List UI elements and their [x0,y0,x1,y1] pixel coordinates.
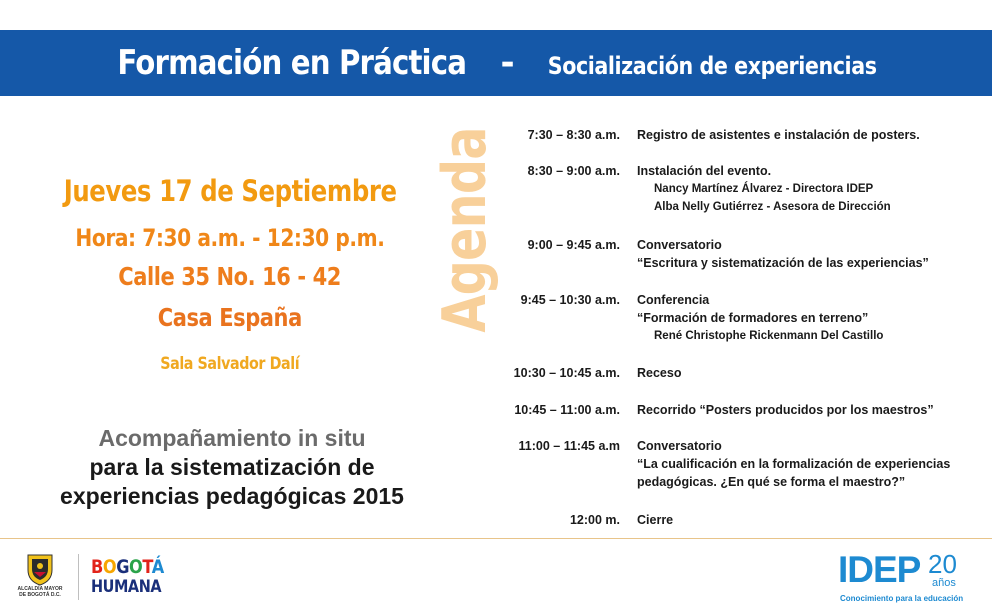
agenda-item-time: 9:45 – 10:30 a.m. [520,293,620,307]
agenda-item-time: 9:00 – 9:45 a.m. [527,238,620,252]
event-room: Sala Salvador Dalí [160,354,300,374]
page-title: Formación en Práctica [117,43,467,83]
program-line-1: Acompañamiento in situ [98,425,366,451]
agenda-item-time: 10:45 – 11:00 a.m. [514,403,620,417]
agenda-item-description [637,511,992,529]
footer-divider [0,538,992,539]
agenda-item-time: 7:30 – 8:30 a.m. [527,128,620,142]
agenda-item-speaker: Alba Nelly Gutiérrez - Asesora de Dirección [654,201,891,213]
agenda-item-line: “Formación de formadores en terreno” [637,311,869,325]
agenda-item-line: pedagógicas. ¿En qué se forma el maestro?” [637,475,906,489]
page-subtitle: Socialización de experiencias [547,52,877,80]
agenda-item-line: Conversatorio [637,238,722,252]
idep-logo [838,549,978,609]
bogota-humana-logo [91,557,177,597]
program-title [14,424,450,511]
agenda-item-description [637,401,992,419]
agenda-item-description [637,126,992,144]
agenda-item-line: Cierre [637,513,674,527]
coat-of-arms-icon [25,552,55,586]
agenda-item-speaker: Nancy Martínez Álvarez - Directora IDEP [654,183,874,195]
agenda-item-line: Conversatorio [637,439,722,453]
alcaldia-logo [16,552,64,602]
footer-logos [16,552,177,602]
agenda-item-description [637,162,992,216]
agenda-item-line: Recorrido “Posters producidos por los maestros” [637,403,934,417]
agenda-item-speaker: René Christophe Rickenmann Del Castillo [654,330,884,342]
agenda-item-line: Instalación del evento. [637,164,772,178]
alcaldia-text-2: DE BOGOTÁ D.C. [19,592,61,598]
agenda-item-line: Receso [637,366,682,380]
program-line-3: experiencias pedagógicas 2015 [60,483,404,509]
agenda-item-description [637,291,992,345]
bogota-logo-line-2: HUMANA [91,577,162,597]
agenda-item-line: Registro de asistentes e instalación de posters. [637,128,920,142]
event-hour: Hora: 7:30 a.m. - 12:30 p.m. [75,224,385,252]
header-banner [0,30,992,96]
alcaldia-text-1: ALCALDÍA MAYOR [17,586,63,592]
title-separator: - [500,43,515,83]
agenda-item-time: 12:00 m. [569,513,620,527]
agenda-item-time: 10:30 – 10:45 a.m. [513,366,620,380]
agenda-item-description [637,437,992,491]
bogota-logo-line-1: BOGOTÁ [91,556,164,578]
idep-logo-years-label: años [932,577,956,589]
agenda-item-description [637,236,992,272]
agenda-item-time: 11:00 – 11:45 a.m [518,439,620,453]
logo-separator [78,554,79,600]
agenda-item-description [637,364,992,382]
idep-logo-name: IDEP [838,549,921,590]
agenda-item-time: 8:30 – 9:00 a.m. [527,164,620,178]
agenda-item-line: Conferencia [637,293,710,307]
idep-logo-tagline: Conocimiento para la educación [840,594,964,603]
agenda-item-line: “Escritura y sistematización de las experiencias” [637,256,929,270]
agenda-heading: Agenda [430,126,501,333]
agenda-item-line: “La cualificación en la formalización de experiencias [637,457,951,471]
event-date: Jueves 17 de Septiembre [63,174,397,208]
event-address: Calle 35 No. 16 - 42 [118,262,342,291]
program-line-2: para la sistematización de [89,454,375,480]
event-venue: Casa España [157,303,303,332]
idep-logo-years: 20 [928,549,957,579]
